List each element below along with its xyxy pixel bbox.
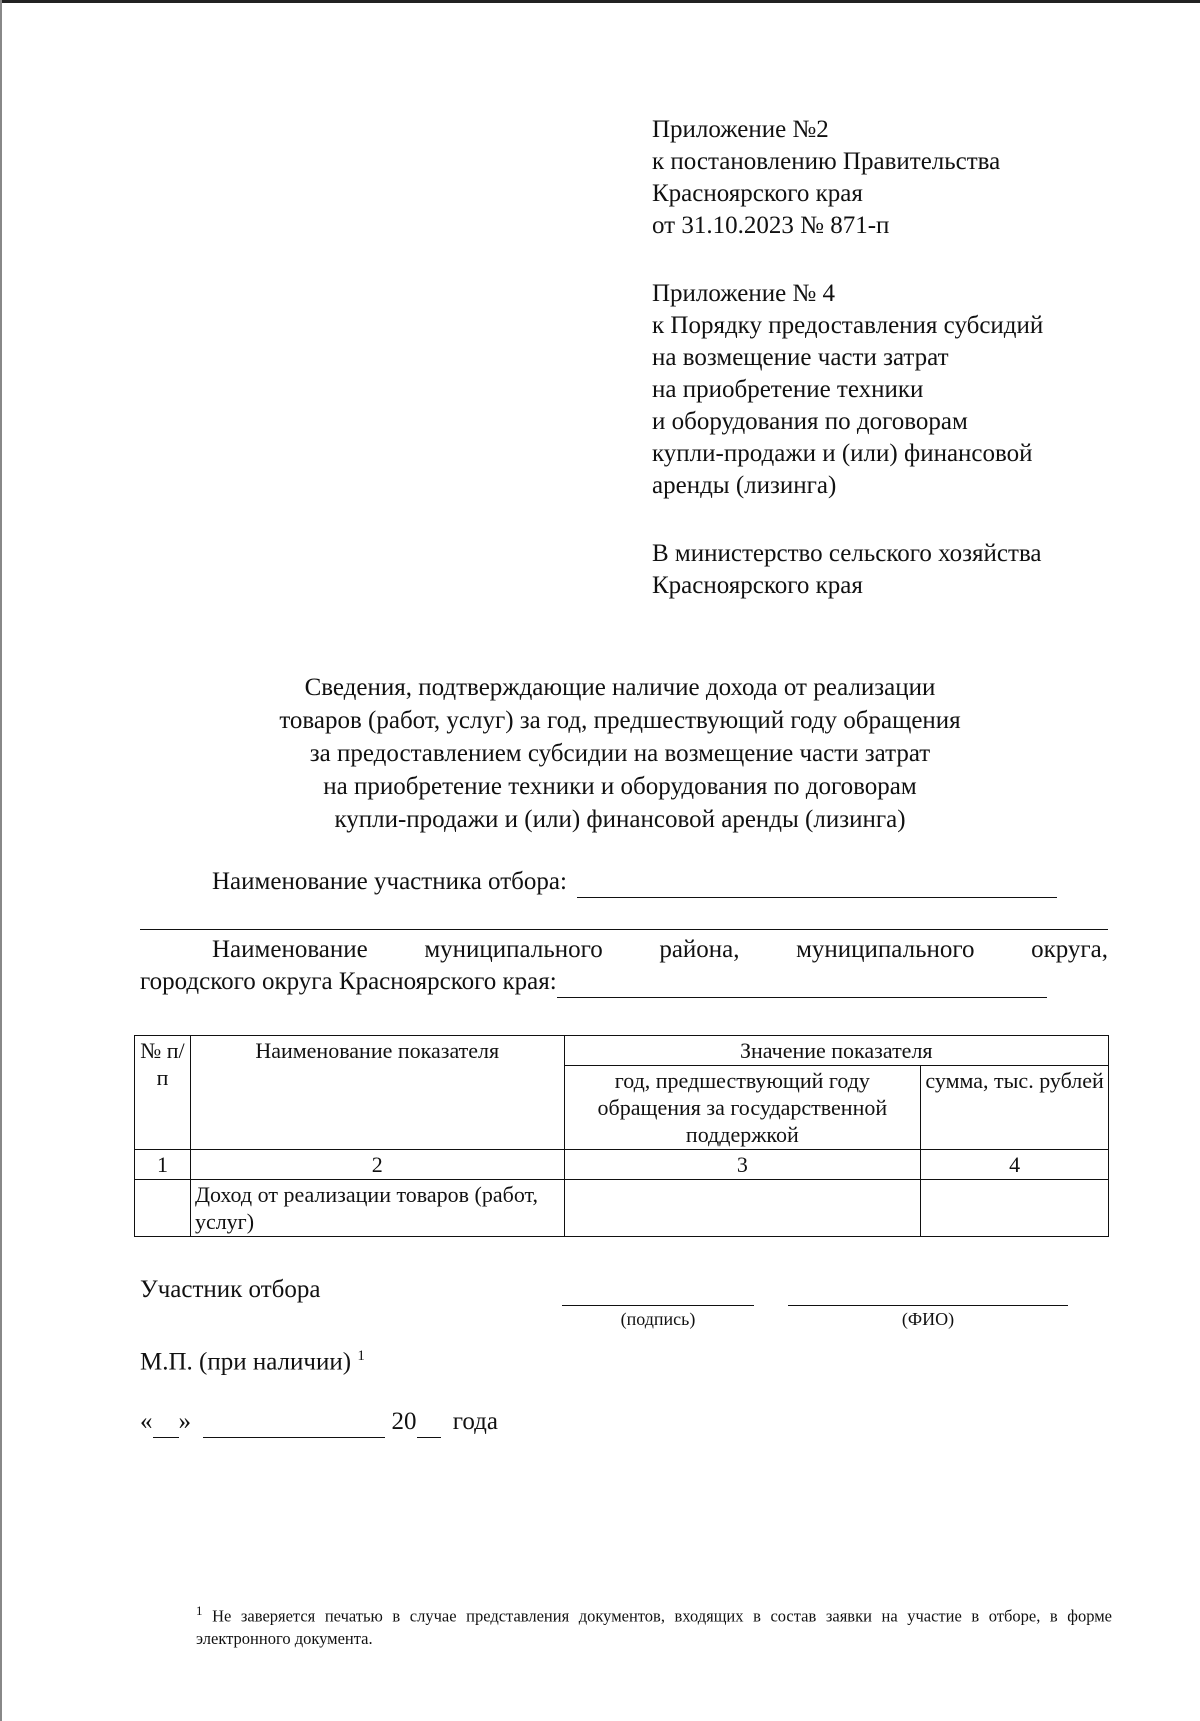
number-cell: 2 [190, 1150, 564, 1180]
fio-line[interactable] [788, 1305, 1068, 1306]
number-cell: 1 [135, 1150, 191, 1180]
municipality-row [140, 934, 1108, 998]
date-row [140, 1406, 498, 1438]
signer-label: Участник отбора [140, 1276, 321, 1303]
row-sum-cell[interactable] [921, 1180, 1109, 1237]
footnote [140, 1600, 1112, 1650]
participant-name-continuation-line[interactable] [140, 929, 1108, 930]
footnote-mark: 1 [357, 1348, 365, 1364]
row-number-cell[interactable] [135, 1180, 191, 1237]
header-cell-indicator-value: Значение показателя [564, 1036, 1108, 1066]
signature-caption: (подпись) [620, 1309, 696, 1329]
date-day-field[interactable] [153, 1411, 179, 1438]
date-year-field[interactable] [417, 1411, 441, 1438]
attachment-order-block [652, 278, 1172, 502]
attachment-line: к Порядку предоставления субсидий [652, 312, 1044, 339]
indicator-table [134, 1035, 1109, 1237]
attachment-line: и оборудования по договорам [652, 408, 968, 435]
scan-top-edge [0, 0, 1200, 3]
row-previous-year-cell[interactable] [564, 1180, 921, 1237]
title-line: Сведения, подтверждающие наличие дохода от реализации [304, 674, 936, 701]
attachment-line: Приложение № 4 [652, 280, 836, 307]
title-line: купли-продажи и (или) финансовой аренды (лизинга) [334, 806, 906, 833]
date-suffix: года [452, 1408, 498, 1435]
participant-name-row [212, 866, 1102, 898]
row-indicator-name: Доход от реализации товаров (работ, услуг) [190, 1180, 564, 1237]
fio-caption: (ФИО) [901, 1309, 955, 1329]
header-cell-sum: сумма, тыс. рублей [921, 1066, 1109, 1150]
signature-line[interactable] [562, 1305, 754, 1306]
title-line: товаров (работ, услуг) за год, предшествующий году обращения [279, 707, 961, 734]
number-cell: 3 [564, 1150, 921, 1180]
attachment-line: на приобретение техники [652, 376, 924, 403]
header-cell-indicator-name: Наименование показателя [190, 1036, 564, 1150]
date-open-quote: « [140, 1408, 153, 1435]
attachment-line: от 31.10.2023 № 871-п [652, 212, 890, 239]
date-year-prefix: 20 [391, 1408, 417, 1435]
participant-name-field[interactable] [577, 869, 1057, 898]
footnote-number: 1 [196, 1603, 203, 1618]
number-cell: 4 [921, 1150, 1109, 1180]
table-header-row [135, 1036, 1109, 1066]
attachment-line: Красноярского края [652, 180, 863, 207]
municipality-label-line1: Наименование муниципального района, муниципального округа, [212, 936, 1108, 963]
addressee-block [652, 538, 1172, 602]
addressee-line: Красноярского края [652, 572, 863, 599]
attachment-line: к постановлению Правительства [652, 148, 1001, 175]
title-line: на приобретение техники и оборудования по договорам [323, 773, 917, 800]
footnote-text: Не заверяется печатью в случае представления документов, входящих в состав заявки на участие в отборе, в форме электронного документа. [196, 1606, 1113, 1648]
attachment-line: на возмещение части затрат [652, 344, 949, 371]
stamp-row [140, 1340, 365, 1378]
attachment-line: Приложение №2 [652, 116, 829, 143]
date-close-quote: » [178, 1408, 191, 1435]
header-cell-number: № п/п [135, 1036, 191, 1150]
scan-left-edge [0, 0, 2, 1721]
municipality-field[interactable] [557, 969, 1047, 998]
date-month-field[interactable] [203, 1411, 385, 1438]
municipality-label-line2: городского округа Красноярского края: [140, 968, 557, 995]
stamp-label: М.П. (при наличии) [140, 1348, 352, 1376]
attachment-line: купли-продажи и (или) финансовой [652, 440, 1033, 467]
title-line: за предоставлением субсидии на возмещение части затрат [309, 740, 931, 767]
participant-name-label: Наименование участника отбора: [212, 868, 567, 895]
table-row [135, 1180, 1109, 1237]
attachment-line: аренды (лизинга) [652, 472, 837, 499]
document-title [140, 671, 1100, 836]
attachment-main-block [652, 114, 1172, 242]
addressee-line: В министерство сельского хозяйства [652, 540, 1042, 567]
header-cell-previous-year: год, предшествующий году обращения за государственной поддержкой [564, 1066, 921, 1150]
table-numbering-row [135, 1150, 1109, 1180]
